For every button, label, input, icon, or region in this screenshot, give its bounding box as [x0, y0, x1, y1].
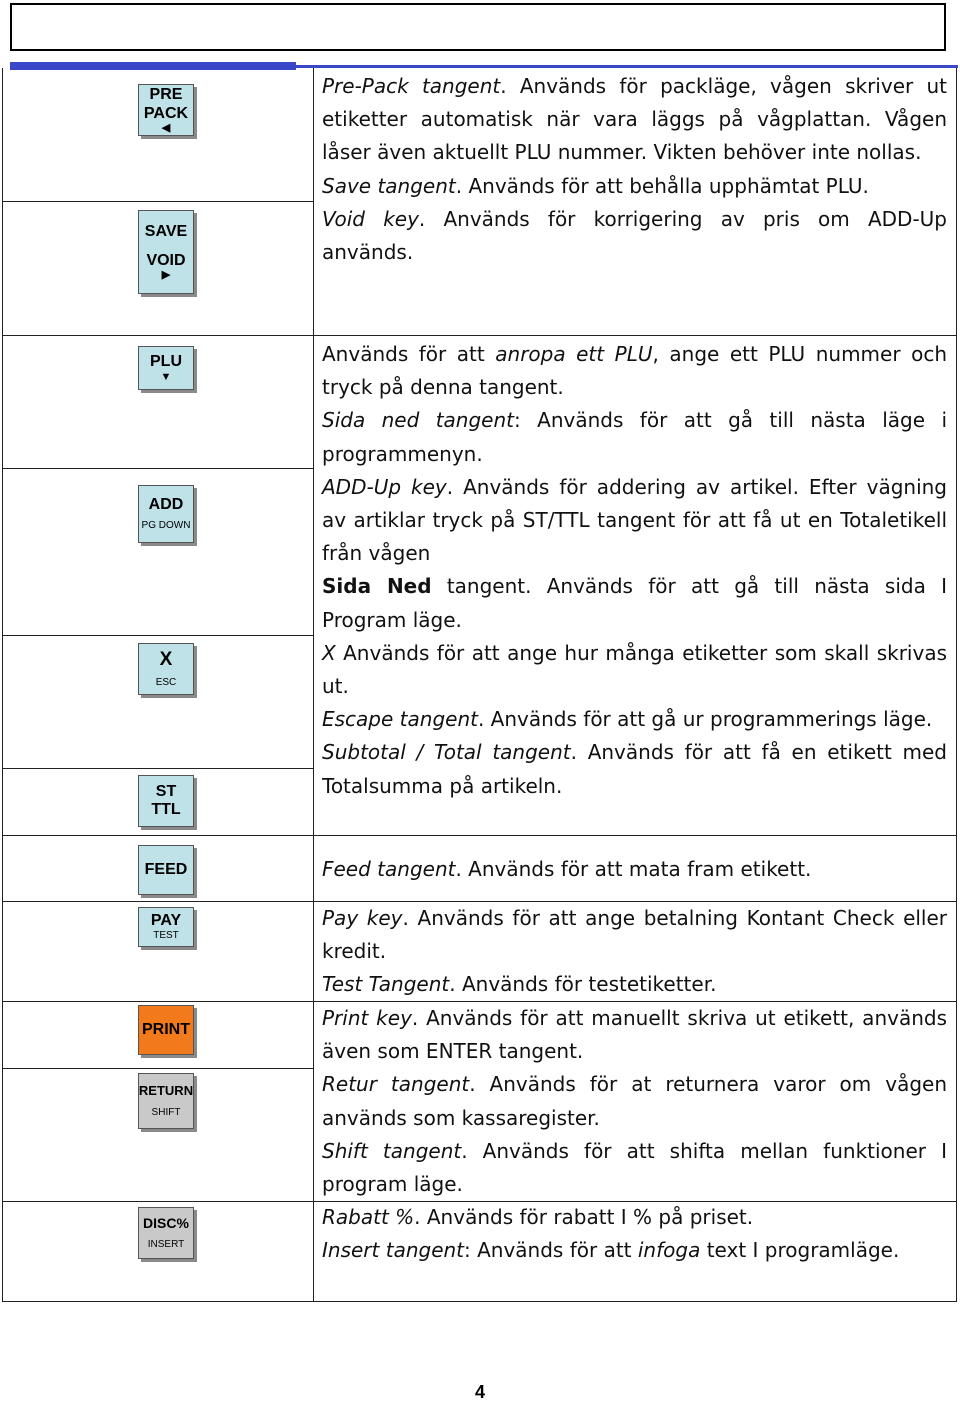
pay-name: Pay key: [322, 906, 403, 930]
st-key-line1: ST: [155, 782, 177, 800]
save-text: . Används för att behålla upphämtat PLU.: [455, 173, 869, 198]
print-description: [322, 1002, 947, 1068]
desc-plu-to-subtotal: [322, 338, 947, 803]
addup-name: ADD-Up key: [322, 474, 447, 499]
pay-key-sub: TEST: [153, 930, 179, 942]
addup-text: . Används för addering av artikel. Efter vägning av artiklar tryck på ST/TTL tangent för att få ut en Totaletikell från vågen: [322, 474, 947, 566]
save-void-key: [138, 210, 194, 294]
sida-ned-name: Sida ned tangent: [322, 408, 514, 433]
st-key-line2: TTL: [151, 801, 181, 818]
header-box: [10, 3, 946, 51]
add-key-label: ADD: [148, 496, 184, 514]
test-name: Test Tangent: [322, 972, 450, 997]
shift-description: [322, 1135, 947, 1201]
x-name: X: [322, 640, 336, 665]
plu-text-pre: Används för att: [322, 342, 496, 366]
x-text: Används för att ange hur många etiketter som skall skrivas ut.: [322, 640, 947, 699]
save-name: Save tangent: [322, 173, 456, 198]
retur-description: [322, 1068, 947, 1134]
feed-key: [138, 845, 194, 895]
row-divider: [3, 201, 313, 202]
page-number: 4: [474, 1382, 485, 1402]
rabatt-text: . Används för rabatt I % på priset.: [414, 1205, 754, 1230]
feed-name: Feed tangent: [322, 857, 456, 881]
x-key-label: X: [159, 649, 173, 671]
arrow-right-icon: ▶: [161, 268, 171, 281]
test-text: . Används för testetiketter.: [449, 972, 717, 997]
subtotal-text: . Används för att få en etikett med Totalsumma på artikeln.: [322, 740, 947, 798]
shift-name: Shift tangent: [322, 1138, 462, 1163]
print-key-label: PRINT: [142, 1020, 190, 1038]
arrow-down-icon: ▼: [160, 370, 172, 383]
row-divider: [3, 335, 956, 336]
rabatt-name: Rabatt %: [322, 1205, 415, 1230]
void-text: . Används för korrigering av pris om ADD-Up används.: [322, 206, 948, 265]
return-key-label: RETURN: [138, 1082, 194, 1098]
row-divider: [3, 1068, 313, 1069]
plu-text-post: , ange ett PLU nummer och tryck på denna tangent.: [322, 342, 947, 400]
plu-key: [138, 346, 194, 390]
add-key: [138, 485, 194, 543]
plu-text-em: anropa ett PLU: [495, 342, 653, 366]
disc-key-label: DISC%: [143, 1215, 189, 1232]
insert-text1: : Används för att: [464, 1238, 638, 1263]
subtotal-description: [322, 736, 947, 802]
x-key-sub: ESC: [155, 677, 177, 689]
escape-text: . Används för att gå ur programmerings läge.: [477, 707, 933, 732]
rabatt-description: [322, 1201, 947, 1234]
insert-text2: text I programläge.: [700, 1238, 900, 1263]
row-divider: [3, 835, 956, 836]
subtotal-name: Subtotal / Total tangent: [322, 740, 571, 765]
desc-print-to-insert: [322, 1002, 947, 1268]
sida-ned2-text: tangent. Används för att gå till nästa sida I Program läge.: [322, 574, 947, 632]
column-divider: [313, 68, 314, 1301]
print-key: [138, 1005, 194, 1055]
x-key: [138, 643, 194, 695]
add-key-sub: PG DOWN: [141, 520, 191, 532]
pay-description: [322, 902, 947, 968]
insert-name: Insert tangent: [322, 1238, 465, 1263]
insert-em: infoga: [637, 1238, 701, 1263]
prepack-key-line1: PRE: [149, 86, 183, 104]
print-text: . Används för att manuellt skriva ut etikett, används även som ENTER tangent.: [322, 1006, 947, 1064]
disc-key: [138, 1207, 194, 1259]
shift-text: . Används för att shifta mellan funktioner I program läge.: [322, 1138, 947, 1197]
prepack-description: [322, 70, 947, 170]
void-name: Void key: [322, 206, 419, 231]
feed-key-label: FEED: [144, 860, 188, 878]
print-name: Print key: [322, 1006, 412, 1030]
feed-description: [322, 853, 947, 886]
escape-description: [322, 703, 947, 736]
retur-text: . Används för at returnera varor om vågen används som kassaregister.: [322, 1072, 948, 1130]
sida-ned-text: : Används för att gå till nästa läge i programmenyn.: [322, 408, 947, 466]
sida-ned2-name: Sida Ned: [322, 574, 432, 599]
pay-key-label: PAY: [150, 912, 182, 930]
feed-text: . Används för att mata fram etikett.: [455, 857, 812, 881]
insert-description: [322, 1234, 947, 1267]
st-ttl-key: [138, 775, 194, 827]
sida-ned2-description: [322, 570, 947, 636]
desc-feed: [322, 853, 947, 886]
return-key-sub: SHIFT: [151, 1106, 181, 1118]
x-description: [322, 637, 947, 703]
return-key: [138, 1073, 194, 1129]
test-description: [322, 968, 947, 1001]
pay-key: [138, 907, 194, 947]
save-description: [322, 170, 947, 203]
retur-name: Retur tangent: [322, 1072, 470, 1097]
prepack-key-line2: PACK: [143, 104, 189, 122]
disc-key-sub: INSERT: [147, 1239, 185, 1251]
prepack-name: Pre-Pack tangent: [322, 74, 501, 98]
row-divider: [3, 468, 313, 469]
void-description: [322, 203, 947, 269]
sida-ned-description: [322, 404, 947, 470]
row-divider: [3, 635, 313, 636]
prepack-text: . Används för packläge, vågen skriver ut etiketter automatisk när vara läggs på vågplattan. Vågen låser även aktuellt PLU nummer. Vikten behöver inte nollas.: [322, 74, 947, 165]
plu-key-label: PLU: [150, 353, 182, 371]
prepack-key: [138, 84, 194, 136]
plu-description: [322, 338, 947, 404]
pay-text: . Används för att ange betalning Kontant Check eller kredit.: [322, 906, 948, 964]
desc-pay-test: [322, 902, 947, 1002]
desc-prepack-save-void: [322, 70, 947, 269]
escape-name: Escape tangent: [322, 707, 478, 732]
void-label: VOID: [146, 251, 186, 269]
arrow-left-icon: ◀: [161, 121, 171, 134]
addup-description: [322, 471, 947, 571]
save-label: SAVE: [144, 223, 188, 241]
row-divider: [3, 768, 313, 769]
